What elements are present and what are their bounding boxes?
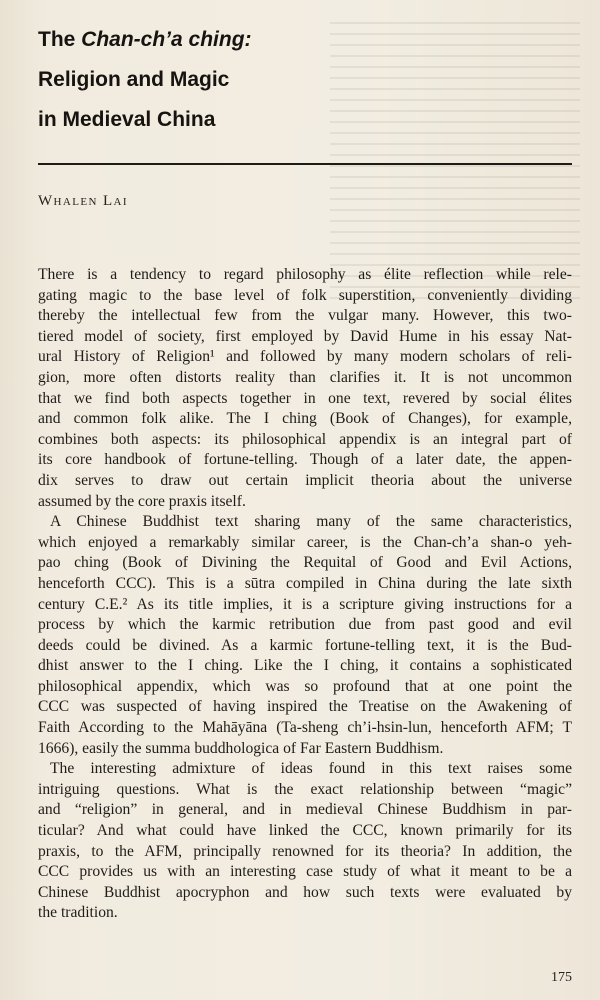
paragraph: [38, 265, 572, 512]
text-line: A Chinese Buddhist text sharing many of the same characteristics,: [50, 513, 572, 531]
text-line: the tradition.: [38, 904, 118, 922]
text-line: Faith According to the Mahāyāna (Ta-sheng ch’i-hsin-lun, henceforth AFM; T: [38, 719, 572, 737]
text-line: CCC was suspected of having inspired the Treatise on the Awakening of: [38, 698, 572, 716]
text-line: thereby the intellectual few from the vulgar many. However, this two-: [38, 307, 572, 325]
title-line-1: The Chan-ch’a ching:: [38, 28, 252, 51]
text-line: Chinese Buddhist apocryphon and how such texts were evaluated by: [38, 883, 572, 901]
title-line-2: Religion and Magic: [38, 68, 230, 91]
text-line: deeds could be divined. As a karmic fortune-telling text, it is the Bud-: [38, 636, 572, 654]
title-italic: Chan-ch’a ching:: [81, 28, 252, 51]
text-line: which enjoyed a remarkably similar career, is the Chan-ch’a shan-o yeh-: [38, 533, 572, 551]
text-line: intriguing questions. What is the exact relationship between “magic”: [38, 780, 572, 798]
text-line: The interesting admixture of ideas found in this text raises some: [50, 760, 572, 778]
text-line: CCC provides us with an interesting case study of what it meant to be a: [38, 863, 572, 881]
text-line: and common folk alike. The I ching (Book of Changes), for example,: [38, 410, 572, 428]
article-body: [38, 265, 572, 924]
text-line: ticular? And what could have linked the CCC, known primarily for its: [38, 822, 572, 840]
text-line: tiered model of society, first employed by David Hume in his essay Nat-: [38, 327, 572, 345]
text-line: process by which the karmic retribution due from past good and evil: [38, 616, 572, 634]
text-line: philosophical appendix, which was so profound that at one point the: [38, 677, 572, 695]
paragraph: [38, 759, 572, 924]
text-line: praxis, to the AFM, principally renowned for its theoria? In addition, the: [38, 842, 572, 860]
text-line: gating magic to the base level of folk superstition, conveniently dividing: [38, 286, 572, 304]
paragraph: [38, 512, 572, 759]
text-line: assumed by the core praxis itself.: [38, 492, 246, 510]
text-line: dhist answer to the I ching. Like the I ching, it contains a sophisticated: [38, 657, 572, 675]
text-line: There is a tendency to regard philosophy as élite reflection while rele-: [38, 266, 572, 283]
title-line-3: in Medieval China: [38, 108, 216, 131]
text-line: 1666), easily the summa buddhologica of Far Eastern Buddhism.: [38, 739, 444, 757]
text-line: and “religion” in general, and in medieval Chinese Buddhism in par-: [38, 801, 572, 819]
text-line: century C.E.² As its title implies, it is a scripture giving instructions for a: [38, 595, 572, 613]
text-line: ural History of Religion¹ and followed by many modern scholars of reli-: [38, 348, 572, 366]
title-rule: [38, 163, 572, 165]
text-line: gion, more often distorts reality than clarifies it. It is not uncommon: [38, 368, 572, 386]
text-line: henceforth CCC). This is a sūtra compiled in China during the late sixth: [38, 574, 572, 592]
article-title: [38, 20, 458, 140]
text-line: its core handbook of fortune-telling. Though of a later date, the appen-: [38, 451, 572, 469]
page-number: 175: [551, 970, 572, 985]
text-line: that we find both aspects together in one text, revered by social élites: [38, 389, 572, 407]
text-line: pao ching (Book of Divining the Requital of Good and Evil Actions,: [38, 554, 572, 572]
author-name: Whalen Lai: [38, 193, 128, 209]
text-line: combines both aspects: its philosophical appendix is an integral part of: [38, 430, 572, 448]
text-line: dix serves to draw out certain implicit theoria about the universe: [38, 471, 572, 489]
